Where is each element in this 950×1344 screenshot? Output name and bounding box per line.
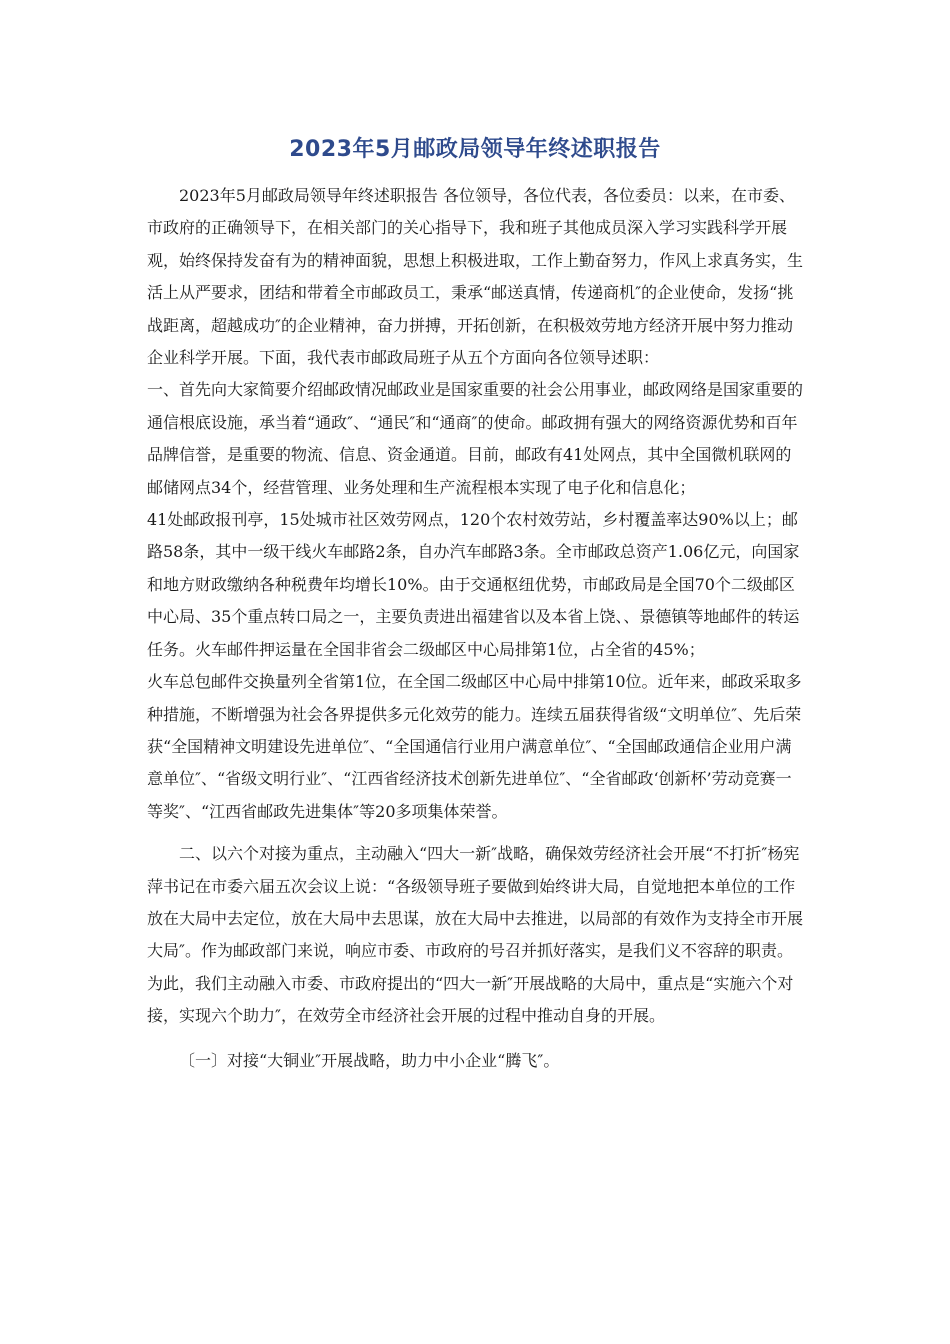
paragraph-intro: 2023年5月邮政局领导年终述职报告 各位领导，各位代表，各位委员：以来，在市委、市政府的正确领导下，在相关部门的关心指导下，我和班子其他成员深入学习实践科学开展观，始终保持发奋有为的精神面貌，思想上积极进取，工作上勤奋努力，作风上求真务实，生活上从严要求，团结和带着全市邮政员工，秉承“邮送真情，传递商机″的企业使命，发扬“挑战距离，超越成功″的企业精神，奋力拼搏，开拓创新，在积极效劳地方经济开展中努力推动企业科学开展。下面，我代表市邮政局班子从五个方面向各位领导述职： (147, 186, 804, 368)
document-body (147, 180, 807, 1077)
paragraph-section-2: 二、以六个对接为重点，主动融入“四大一新″战略，确保效劳经济社会开展“不打折″杨宪萍书记在市委六届五次会议上说：“各级领导班子要做到始终讲大局，自觉地把本单位的工作放在大局中去定位，放在大局中去思谋，放在大局中去推进，以局部的有效作为支持全市开展大局″。作为邮政部门来说，响应市委、市政府的号召并抓好落实，是我们义不容辞的职责。为此，我们主动融入市委、市政府提出的“四大一新″开展战略的大局中，重点是“实施六个对接，实现六个助力″，在效劳全市经济社会开展的过程中推动自身的开展。 (147, 844, 804, 1026)
paragraph-honors: 火车总包邮件交换量列全省第1位，在全国二级邮区中心局中排第10位。近年来，邮政采取多种措施，不断增强为社会各界提供多元化效劳的能力。连续五届获得省级“文明单位″、先后荣获“全国精神文明建设先进单位″、“全国通信行业用户满意单位″、“全国邮政通信企业用户满意单位″、“省级文明行业″、“江西省经济技术创新先进单位″、“全省邮政‘创新杯’劳动竞赛一等奖″、“江西省邮政先进集体″等20多项集体荣誉。 (147, 672, 802, 821)
page-title: 2023年5月邮政局领导年终述职报告 (289, 137, 661, 162)
paragraph-section-1: 一、首先向大家简要介绍邮政情况邮政业是国家重要的社会公用事业，邮政网络是国家重要的通信根底设施，承当着“通政″、“通民″和“通商″的使命。邮政拥有强大的网络资源优势和百年品牌信誉，是重要的物流、信息、资金通道。目前，邮政有41处网点，其中全国微机联网的邮储网点34个，经营管理、业务处理和生产流程根本实现了电子化和信息化； (147, 380, 804, 497)
paragraph-subsection-1: 〔一〕对接“大铜业″开展战略，助力中小企业“腾飞″。 (179, 1050, 560, 1070)
paragraph-network-stats: 41处邮政报刊亭，15处城市社区效劳网点，120个农村效劳站，乡村覆盖率达90%以上；邮路58条，其中一级干线火车邮路2条，自办汽车邮路3条。全市邮政总资产1.06亿元，向国家和地方财政缴纳各种税费年均增长10%。由于交通枢纽优势，市邮政局是全国70个二级邮区中心局、35个重点转口局之一，主要负责进出福建省以及本省上饶、、景德镇等地邮件的转运任务。火车邮件押运量在全国非省会二级邮区中心局排第1位，占全省的45%； (147, 510, 800, 659)
